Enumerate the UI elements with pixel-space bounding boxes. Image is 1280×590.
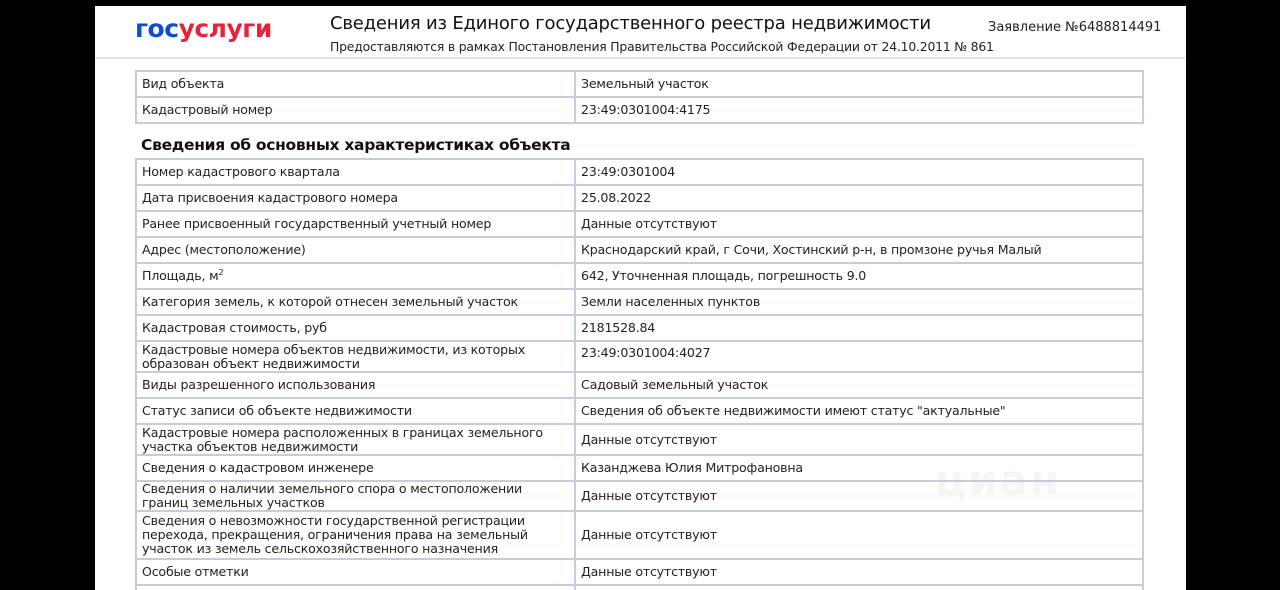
row-label: Кадастровый номер (136, 97, 575, 123)
row-label (136, 585, 575, 590)
table-row (136, 315, 1143, 341)
row-label: Кадастровые номера расположенных в границах земельного участка объектов недвижимости (136, 424, 575, 455)
row-value: 23:49:0301004 (575, 159, 1143, 185)
table-row (136, 559, 1143, 585)
table-row (136, 455, 1143, 481)
row-value: Земли населенных пунктов (575, 289, 1143, 315)
row-label: Сведения о наличии земельного спора о местоположении границ земельных участков (136, 481, 575, 511)
row-value: Земельный участок (575, 71, 1143, 97)
row-value: Данные отсутствуют (575, 559, 1143, 585)
row-label: Категория земель, к которой отнесен земельный участок (136, 289, 575, 315)
row-label: Статус записи об объекте недвижимости (136, 398, 575, 424)
object-table (135, 70, 1144, 124)
area-label-superscript: 2 (218, 267, 224, 277)
gosuslugi-logo (135, 14, 272, 43)
row-label: Адрес (местоположение) (136, 237, 575, 263)
row-value (575, 585, 1143, 590)
row-label: Особые отметки (136, 559, 575, 585)
document-subtitle: Предоставляются в рамках Постановления Правительства Российской Федерации от 24.10.2011 № 861 (330, 39, 994, 54)
document-title: Сведения из Единого государственного реестра недвижимости (330, 13, 931, 34)
table-row (136, 71, 1143, 97)
table-row (136, 185, 1143, 211)
row-value: Садовый земельный участок (575, 372, 1143, 398)
table-row (136, 511, 1143, 559)
table-row (136, 341, 1143, 372)
row-value: Краснодарский край, г Сочи, Хостинский р-н, в промзоне ручья Малый (575, 237, 1143, 263)
logo-part-gos: гос (135, 14, 179, 43)
table-row (136, 237, 1143, 263)
row-value: Данные отсутствуют (575, 481, 1143, 511)
row-label: Номер кадастрового квартала (136, 159, 575, 185)
document-page (95, 6, 1186, 590)
section-title: Сведения об основных характеристиках объекта (141, 136, 571, 154)
application-number: Заявление №6488814491 (988, 20, 1162, 35)
cian-watermark: циан (935, 456, 1061, 505)
table-row (136, 289, 1143, 315)
row-value: 23:49:0301004:4027 (575, 341, 1143, 372)
row-label: Дата присвоения кадастрового номера (136, 185, 575, 211)
table-row (136, 97, 1143, 123)
row-value: Данные отсутствуют (575, 211, 1143, 237)
row-label: Вид объекта (136, 71, 575, 97)
table-row (136, 159, 1143, 185)
row-label: Виды разрешенного использования (136, 372, 575, 398)
document-header (95, 6, 1186, 59)
table-row (136, 481, 1143, 511)
table-row (136, 424, 1143, 455)
row-value: Сведения об объекте недвижимости имеют статус "актуальные" (575, 398, 1143, 424)
table-row (136, 398, 1143, 424)
row-value: Данные отсутствуют (575, 511, 1143, 559)
row-label: Сведения о невозможности государственной регистрации перехода, прекращения, ограничения права на земельный участок из земель сельскохозяйственного назначения (136, 511, 575, 559)
row-label: Ранее присвоенный государственный учетный номер (136, 211, 575, 237)
table-row (136, 585, 1143, 590)
logo-part-uslugi: услуги (178, 14, 272, 43)
row-value: 25.08.2022 (575, 185, 1143, 211)
area-label-text: Площадь, м (142, 268, 219, 283)
table-row (136, 211, 1143, 237)
row-value: Казанджева Юлия Митрофановна (575, 455, 1143, 481)
table-row (136, 372, 1143, 398)
row-label: Кадастровая стоимость, руб (136, 315, 575, 341)
row-label (136, 263, 575, 289)
row-value: 642, Уточненная площадь, погрешность 9.0 (575, 263, 1143, 289)
row-label: Сведения о кадастровом инженере (136, 455, 575, 481)
row-value: 2181528.84 (575, 315, 1143, 341)
row-value: Данные отсутствуют (575, 424, 1143, 455)
table-row (136, 263, 1143, 289)
row-label: Кадастровые номера объектов недвижимости, из которых образован объект недвижимости (136, 341, 575, 372)
characteristics-table (135, 158, 1144, 590)
row-value: 23:49:0301004:4175 (575, 97, 1143, 123)
